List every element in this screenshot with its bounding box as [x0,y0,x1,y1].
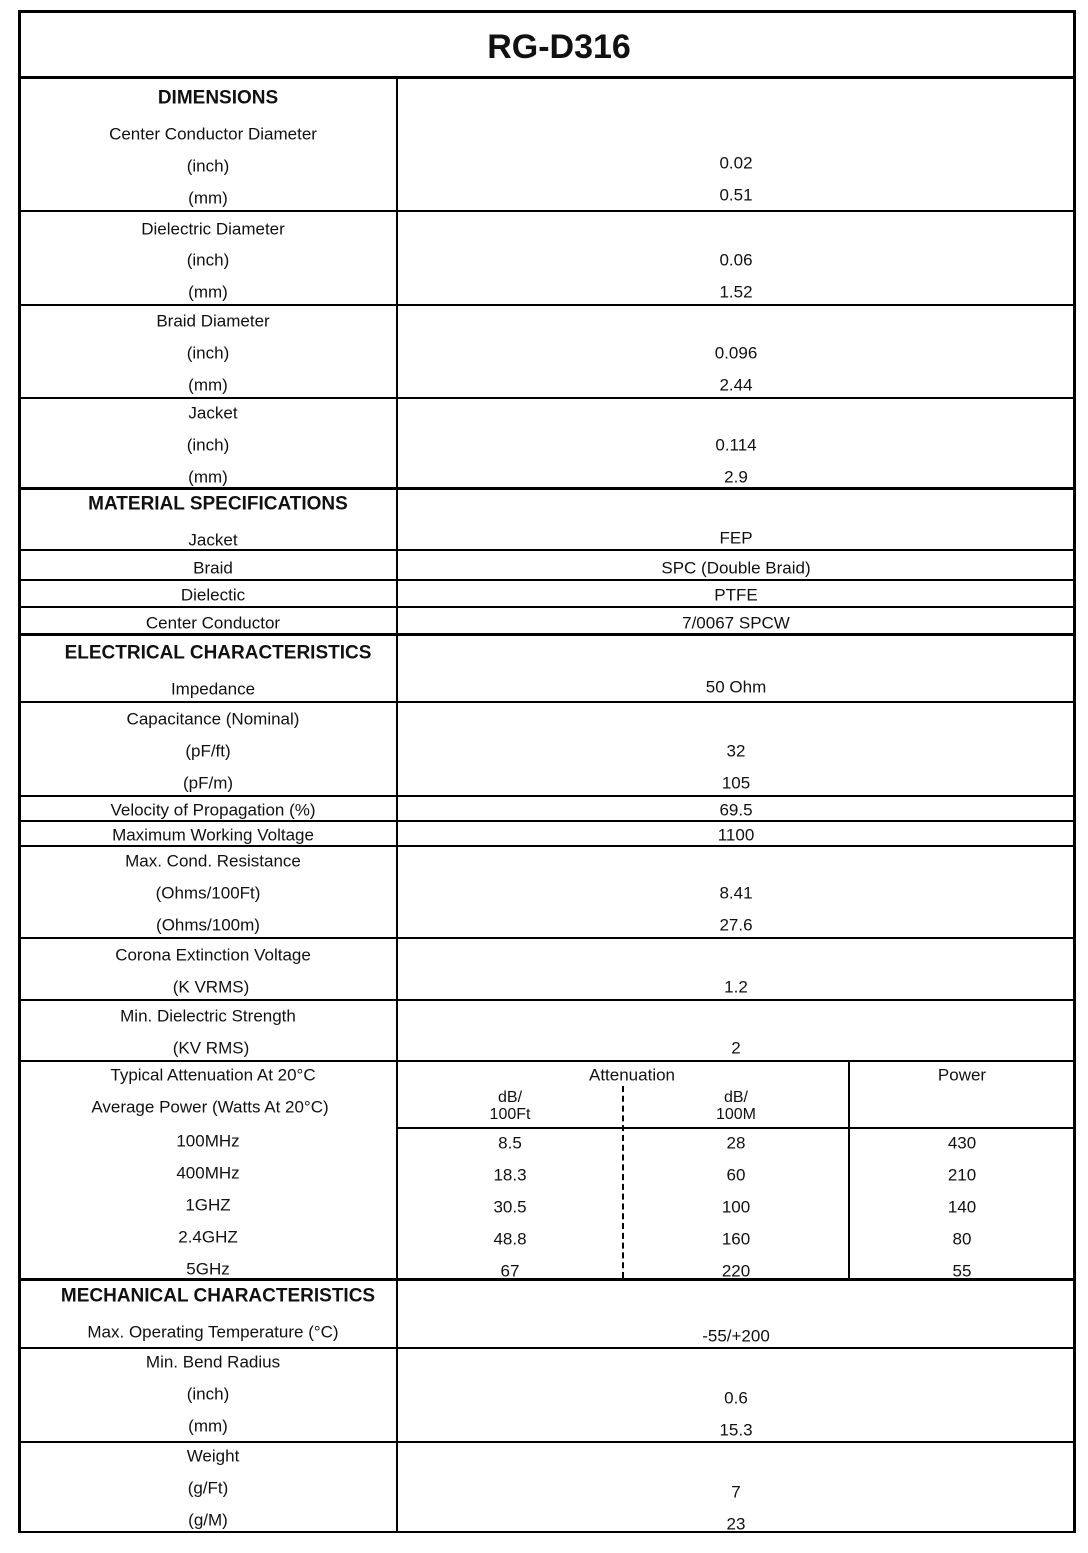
db-100ft-cell: 48.8 [493,1229,527,1249]
unit-label: (Ohms/100Ft) [155,883,261,903]
db-100ft-cell: 67 [500,1261,520,1281]
value-cell: 0.51 [719,185,753,205]
page-title: RG-D316 [487,28,631,66]
value-cell: 27.6 [719,915,753,935]
rule [21,701,1076,703]
rule [21,549,1076,551]
value-cell: 105 [721,773,751,793]
label-velocity: Velocity of Propagation (%) [110,800,316,820]
db-100m-cell: 60 [726,1165,746,1185]
column-header-line: dB/ [497,1089,523,1107]
rule [21,606,1076,608]
spec-sheet [18,10,1076,1533]
column-header-db-100ft [490,1090,531,1124]
unit-label: (pF/m) [182,773,234,793]
value-cell: 0.096 [714,343,758,363]
rule [21,1441,1076,1443]
value-cell: SPC (Double Braid) [661,558,811,578]
value-cell: -55/+200 [702,1326,770,1346]
value-cell: 0.06 [719,250,753,270]
db-100m-cell: 160 [721,1229,751,1249]
unit-label: (inch) [186,156,230,176]
db-100ft-cell: 8.5 [498,1133,522,1153]
power-header: Power [937,1065,987,1085]
frequency-cell: 400MHz [176,1163,240,1183]
value-cell: 32 [726,741,746,761]
unit-label: (g/Ft) [187,1478,229,1498]
label-braid-diameter: Braid Diameter [156,311,270,331]
unit-label: (inch) [186,343,230,363]
frequency-cell: 1GHZ [185,1195,231,1215]
unit-label: (Ohms/100m) [156,915,260,935]
rule-section [21,1278,1076,1281]
value-cell: 1100 [717,825,755,845]
db-100m-cell: 220 [721,1261,751,1281]
unit-label: (inch) [186,1384,230,1404]
column-header-line: 100Ft [489,1106,531,1123]
value-cell: 0.114 [715,435,757,455]
rule-section [21,487,1076,490]
column-header-db-100m [716,1090,756,1124]
unit-label: (g/M) [188,1510,228,1530]
rule [21,210,1076,212]
rule [21,579,1076,581]
label-corona: Corona Extinction Voltage [115,945,311,965]
label-material-dielectric: Dielectic [180,585,246,605]
label-resistance: Max. Cond. Resistance [125,851,301,871]
unit-label: (KV RMS) [172,1038,250,1058]
value-cell: 23 [726,1514,746,1534]
power-cell: 80 [952,1229,972,1249]
value-cell: 0.02 [719,153,753,173]
column-header-line: 100M [715,1106,757,1123]
label-typical-attenuation: Typical Attenuation At 20°C [110,1065,316,1085]
power-cell: 55 [952,1261,972,1281]
rule-section [21,633,1076,636]
value-cell: 7 [731,1482,741,1502]
unit-label: (K VRMS) [172,977,250,997]
label-material-center-conductor: Center Conductor [145,613,281,633]
frequency-cell: 5GHz [186,1259,230,1279]
label-capacitance: Capacitance (Nominal) [126,709,300,729]
label-impedance: Impedance [170,679,256,699]
label-weight: Weight [186,1446,240,1466]
rule [21,820,1076,822]
section-heading-dimensions: DIMENSIONS [157,87,279,109]
rule [21,937,1076,939]
db-100m-cell: 28 [726,1133,746,1153]
value-cell: 8.41 [719,883,753,903]
db-100m-cell: 100 [721,1197,751,1217]
db-100ft-cell: 30.5 [493,1197,527,1217]
label-bend-radius: Min. Bend Radius [145,1352,281,1372]
unit-label: (inch) [186,250,230,270]
rule-attenuation-header [397,1127,1076,1129]
label-average-power: Average Power (Watts At 20°C) [91,1097,329,1117]
value-cell: 15.3 [719,1420,753,1440]
value-cell: FEP [719,528,753,548]
unit-label: (mm) [188,1416,228,1436]
value-cell: 0.6 [724,1388,748,1408]
rule [21,845,1076,847]
rule [21,795,1076,797]
unit-label: (mm) [188,282,228,302]
label-material-jacket: Jacket [188,530,238,550]
rule [21,999,1076,1001]
rule [21,304,1076,306]
power-divider [848,1062,850,1278]
attenuation-header: Attenuation [588,1065,676,1085]
section-heading-electrical: ELECTRICAL CHARACTERISTICS [64,642,372,664]
unit-label: (mm) [188,467,228,487]
value-cell: 69.5 [719,800,753,820]
frequency-cell: 100MHz [176,1131,240,1151]
power-cell: 430 [947,1133,977,1153]
rule-title [21,76,1076,79]
section-heading-materials: MATERIAL SPECIFICATIONS [88,493,348,515]
db-100ft-cell: 18.3 [493,1165,527,1185]
power-cell: 210 [947,1165,977,1185]
unit-label: (mm) [188,375,228,395]
frequency-cell: 2.4GHZ [178,1227,238,1247]
value-cell: 2.9 [724,467,748,487]
value-cell: 7/0067 SPCW [682,613,790,633]
label-dielectric-strength: Min. Dielectric Strength [120,1006,296,1026]
unit-label: (inch) [186,435,230,455]
rule [21,1060,1076,1062]
column-divider [396,79,398,1533]
value-cell: 2.44 [719,375,753,395]
unit-label: (pF/ft) [185,741,231,761]
value-cell: 1.52 [719,282,753,302]
column-header-line: dB/ [723,1089,748,1107]
attenuation-dashed-divider [622,1086,624,1278]
label-operating-temperature: Max. Operating Temperature (°C) [87,1322,339,1342]
power-cell: 140 [947,1197,977,1217]
label-material-braid: Braid [193,558,233,578]
label-jacket: Jacket [188,403,238,423]
rule [21,1347,1076,1349]
unit-label: (mm) [188,188,228,208]
label-center-conductor-diameter: Center Conductor Diameter [109,124,317,144]
value-cell: 2 [731,1038,741,1058]
label-max-voltage: Maximum Working Voltage [112,825,314,845]
rule [21,397,1076,399]
value-cell: 50 Ohm [705,677,767,697]
value-cell: PTFE [714,585,758,605]
section-heading-mechanical: MECHANICAL CHARACTERISTICS [60,1285,376,1307]
value-cell: 1.2 [724,977,748,997]
label-dielectric-diameter: Dielectric Diameter [141,219,285,239]
